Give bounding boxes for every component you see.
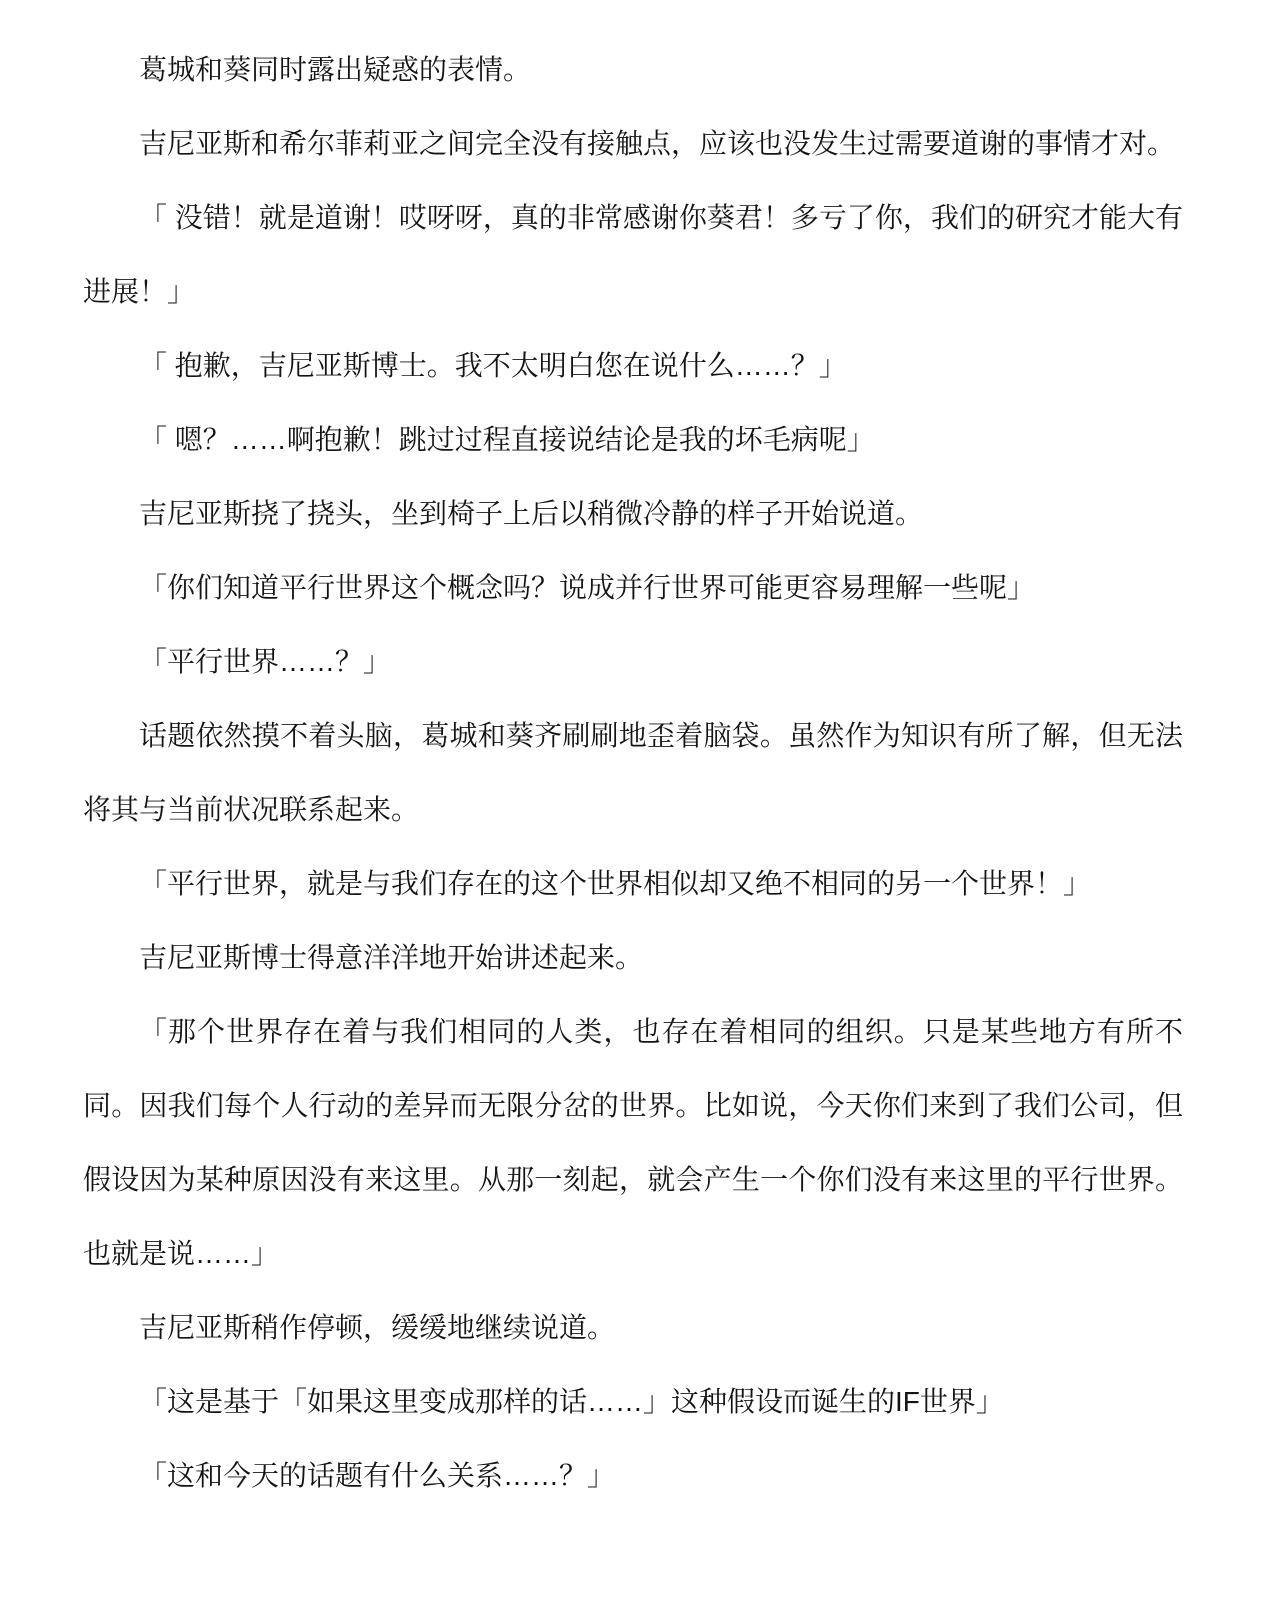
paragraph: 葛城和葵同时露出疑惑的表情。 [139,54,532,85]
paragraph: 「平行世界……？」 [139,646,392,677]
paragraph: 「这是基于「如果这里变成那样的话……」这种假设而诞生的IF世界」 [139,1386,1004,1417]
paragraph: 吉尼亚斯挠了挠头，坐到椅子上后以稍微冷静的样子开始说道。 [139,498,924,529]
paragraph: 话题依然摸不着头脑，葛城和葵齐刷刷地歪着脑袋。虽然作为知识有所了解，但无法将其与当前状况联系起来。 [83,720,1183,825]
paragraph: 吉尼亚斯稍作停顿，缓缓地继续说道。 [139,1312,616,1343]
paragraph: 「 抱歉，吉尼亚斯博士。我不太明白您在说什么……？」 [139,350,847,381]
paragraph: 「这和今天的话题有什么关系……？」 [139,1460,616,1491]
paragraph: 「那个世界存在着与我们相同的人类，也存在着相同的组织。只是某些地方有所不同。因我们每个人行动的差异而无限分岔的世界。比如说，今天你们来到了我们公司，但假设因为某种原因没有来这里。从那一刻起，就会产生一个你们没有来这里的平行世界。也就是说……」 [83,1016,1183,1269]
paragraph: 吉尼亚斯博士得意洋洋地开始讲述起来。 [139,942,644,973]
paragraph: 吉尼亚斯和希尔菲莉亚之间完全没有接触点，应该也没发生过需要道谢的事情才对。 [139,128,1176,159]
paragraph: 「平行世界，就是与我们存在的这个世界相似却又绝不相同的另一个世界！」 [139,868,1092,899]
paragraph: 「 嗯？……啊抱歉！跳过过程直接说结论是我的坏毛病呢」 [139,424,875,455]
paragraph: 「你们知道平行世界这个概念吗？说成并行世界可能更容易理解一些呢」 [139,572,1036,603]
paragraph: 「 没错！就是道谢！哎呀呀，真的非常感谢你葵君！多亏了你，我们的研究才能大有进展！」 [83,202,1183,307]
